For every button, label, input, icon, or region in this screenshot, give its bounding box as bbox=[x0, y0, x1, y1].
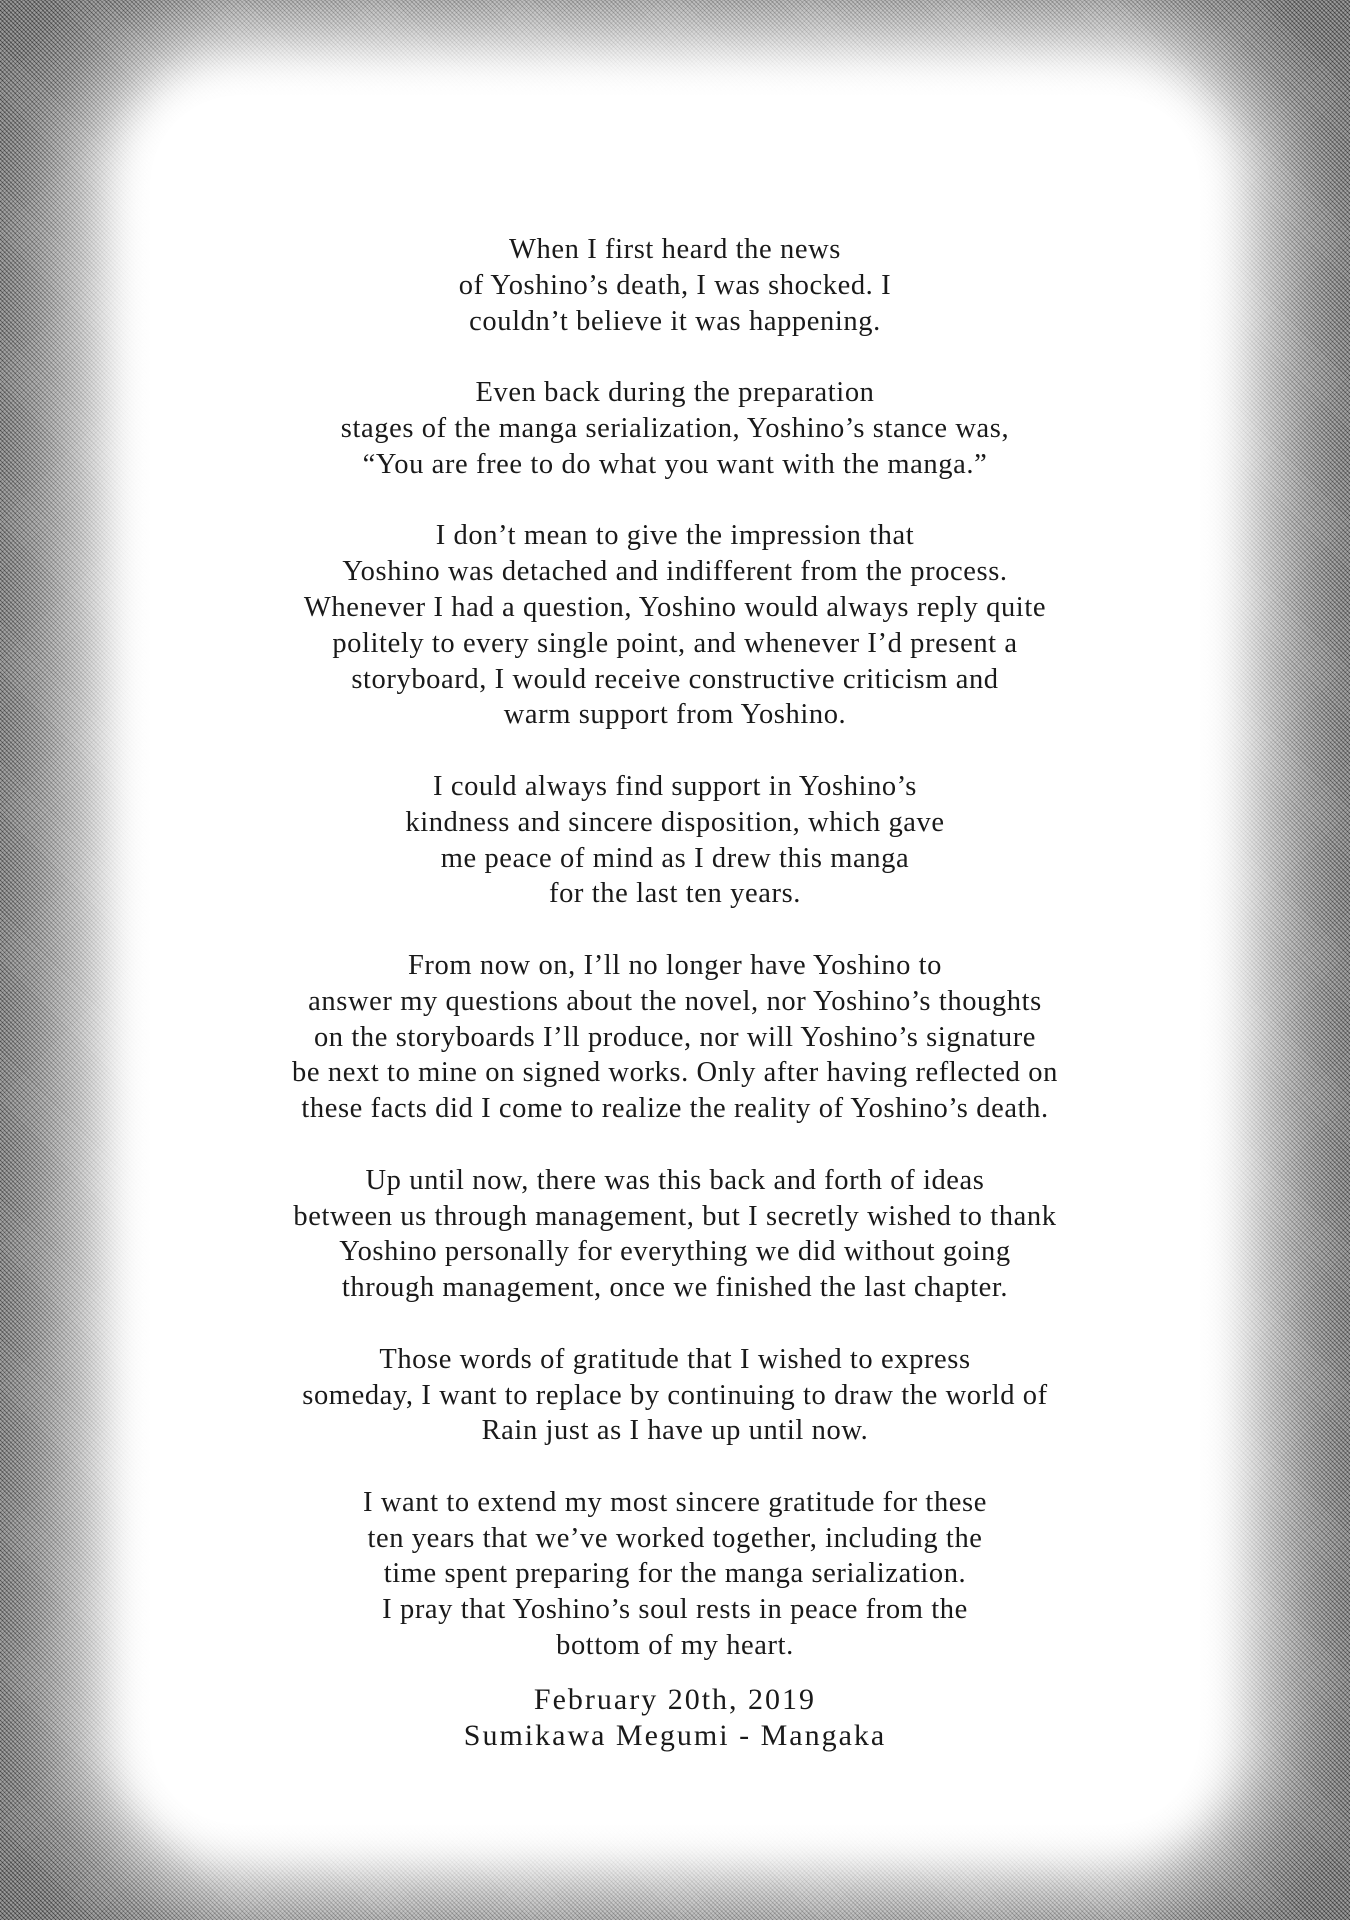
letter-paragraph bbox=[175, 1342, 1175, 1449]
letter-line: When I first heard the news bbox=[509, 234, 841, 265]
letter-line: between us through management, but I secretly wished to thank bbox=[293, 1200, 1057, 1232]
letter-paragraph bbox=[175, 518, 1175, 733]
letter-line: warm support from Yoshino. bbox=[503, 699, 847, 731]
letter-line: storyboard, I would receive constructive criticism and bbox=[351, 663, 999, 695]
letter-line: I could always find support in Yoshino’s bbox=[433, 770, 917, 802]
letter-line: someday, I want to replace by continuing to draw the world of bbox=[302, 1379, 1048, 1411]
letter-body bbox=[175, 232, 1175, 1700]
letter-line: I don’t mean to give the impression that bbox=[435, 520, 915, 552]
letter-line: Up until now, there was this back and forth of ideas bbox=[365, 1164, 985, 1196]
letter-line: for the last ten years. bbox=[548, 878, 801, 910]
letter-line: kindness and sincere disposition, which gave bbox=[405, 806, 945, 838]
letter-line: these facts did I come to realize the reality of Yoshino’s death. bbox=[301, 1093, 1049, 1125]
letter-line: stages of the manga serialization, Yoshino’s stance was, bbox=[340, 412, 1010, 444]
letter-line: From now on, I’ll no longer have Yoshino to bbox=[407, 949, 943, 981]
signature-date: February 20th, 2019 bbox=[533, 1683, 817, 1716]
letter-line: couldn’t believe it was happening. bbox=[469, 305, 881, 337]
letter-line: Yoshino was detached and indifferent from the process. bbox=[342, 556, 1008, 588]
letter-line: bottom of my heart. bbox=[556, 1630, 794, 1662]
letter-paragraph bbox=[175, 375, 1175, 482]
letter-line: of Yoshino’s death, I was shocked. I bbox=[458, 269, 892, 301]
letter-line: I pray that Yoshino’s soul rests in peace from the bbox=[382, 1594, 968, 1626]
letter-line: Yoshino personally for everything we did without going bbox=[339, 1236, 1011, 1268]
letter-line: ten years that we’ve worked together, including the bbox=[367, 1522, 983, 1554]
letter-paragraph bbox=[175, 769, 1175, 912]
letter-line: Those words of gratitude that I wished to express bbox=[379, 1343, 971, 1375]
letter-line: be next to mine on signed works. Only after having reflected on bbox=[292, 1057, 1058, 1089]
letter-line: answer my questions about the novel, nor Yoshino’s thoughts bbox=[308, 985, 1042, 1017]
letter-line: Even back during the preparation bbox=[475, 377, 875, 409]
letter-line: I want to extend my most sincere gratitude for these bbox=[363, 1486, 987, 1518]
letter-line: through management, once we finished the last chapter. bbox=[341, 1272, 1009, 1304]
letter-line: “You are free to do what you want with the manga.” bbox=[362, 448, 988, 480]
letter-line: on the storyboards I’ll produce, nor will Yoshino’s signature bbox=[313, 1021, 1037, 1053]
letter-paragraph bbox=[175, 948, 1175, 1127]
letter-paragraph bbox=[175, 232, 1175, 339]
signature-block bbox=[175, 1682, 1175, 1754]
signature-author: Sumikawa Megumi - Mangaka bbox=[463, 1719, 887, 1752]
letter-line: me peace of mind as I drew this manga bbox=[440, 842, 910, 874]
letter-paragraph bbox=[175, 1485, 1175, 1664]
letter-line: politely to every single point, and whenever I’d present a bbox=[332, 627, 1018, 659]
letter-line: time spent preparing for the manga serialization. bbox=[383, 1558, 967, 1590]
letter-line: Rain just as I have up until now. bbox=[481, 1415, 869, 1447]
letter-line: Whenever I had a question, Yoshino would always reply quite bbox=[303, 591, 1047, 623]
letter-paragraph bbox=[175, 1163, 1175, 1306]
